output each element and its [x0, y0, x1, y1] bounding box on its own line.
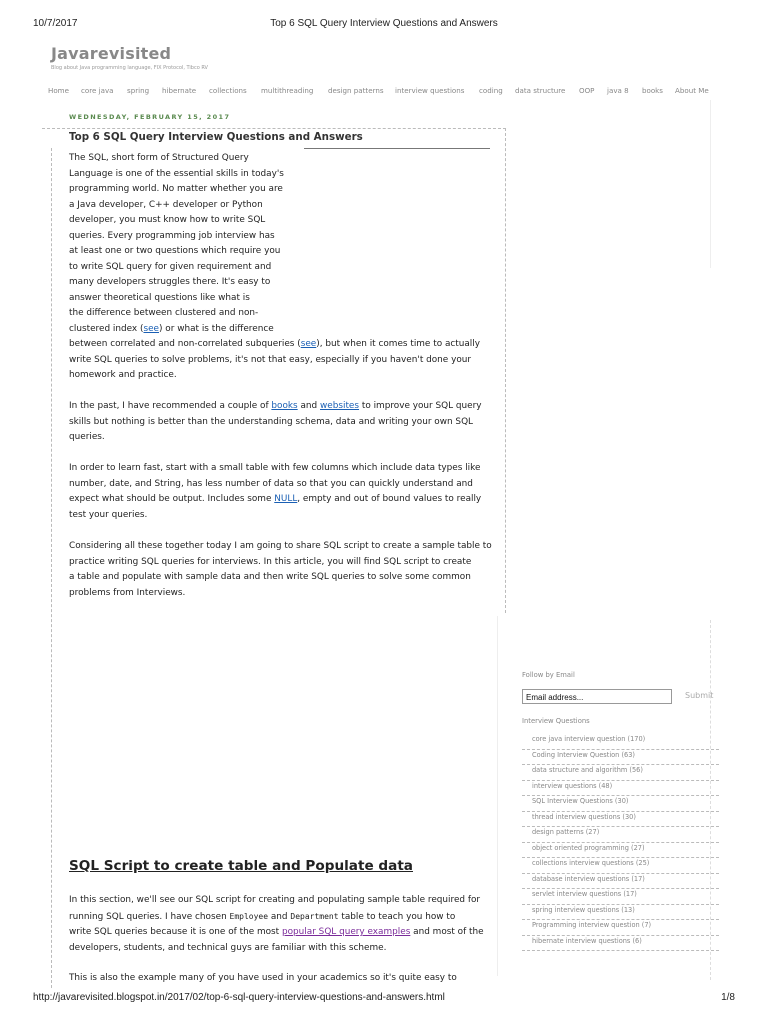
text-segment: table to teach you how to	[338, 911, 456, 922]
text-segment: ) or what is the difference	[159, 323, 274, 334]
text-line: queries.	[69, 432, 105, 442]
nav-item-books[interactable]: books	[642, 86, 663, 95]
interview-list-item[interactable]: interview questions (48)	[522, 781, 719, 797]
print-url: http://javarevisited.blogspot.in/2017/02/top-6-sql-query-interview-questions-and-answers.html	[33, 992, 445, 1003]
post-date: WEDNESDAY, FEBRUARY 15, 2017	[69, 113, 231, 121]
text-line	[69, 492, 481, 508]
nav-item-coding[interactable]: coding	[479, 86, 503, 95]
post-frame-right	[505, 128, 506, 613]
interview-list-item[interactable]: thread interview questions (30)	[522, 812, 719, 828]
text-line: at least one or two questions which require you	[69, 246, 281, 256]
see-link-clustered-index[interactable]: see	[143, 323, 160, 334]
text-line: problems from Interviews.	[69, 587, 186, 598]
text-segment: and most of the	[410, 927, 484, 937]
print-page-number: 1/8	[721, 992, 735, 1003]
text-line: This is also the example many of you have used in your academics so it's quite easy to	[69, 973, 457, 983]
nav-item-about-me[interactable]: About Me	[675, 86, 709, 95]
popular-sql-examples-link[interactable]: popular SQL query examples	[281, 927, 411, 937]
text-line: write SQL queries to solve problems, it's not that easy, especially if you haven't done your	[69, 354, 472, 365]
interview-list-item[interactable]: collections interview questions (25)	[522, 858, 719, 874]
see-link-subqueries[interactable]: see	[300, 339, 317, 349]
print-date: 10/7/2017	[33, 18, 78, 29]
text-line: to write SQL query for given requirement and	[69, 261, 272, 272]
nav-item-hibernate[interactable]: hibernate	[162, 86, 197, 95]
code-employee: Employee	[229, 911, 269, 921]
text-segment: clustered index (	[69, 323, 144, 334]
follow-by-email-label: Follow by Email	[522, 671, 575, 679]
text-line: The SQL, short form of Structured Query	[69, 153, 249, 163]
paragraph-academics	[69, 971, 457, 987]
print-footer	[0, 992, 768, 1006]
text-segment: to improve your SQL query	[359, 401, 482, 411]
websites-link[interactable]: websites	[320, 401, 360, 411]
text-line: Considering all these together today I am going to share SQL script to create a sample table to	[69, 541, 492, 551]
interview-list-item[interactable]: core java interview question (170)	[522, 734, 719, 750]
interview-questions-label: Interview Questions	[522, 717, 590, 725]
interview-list-item[interactable]: Programming interview question (7)	[522, 920, 719, 936]
interview-questions-list	[522, 734, 719, 951]
text-line	[69, 322, 480, 338]
paragraph-sql-script	[69, 893, 484, 956]
interview-list-item[interactable]: database interview questions (17)	[522, 874, 719, 890]
text-line: practice writing SQL queries for interviews. In this article, you will find SQL script to create	[69, 556, 472, 567]
submit-button[interactable]: Submit	[685, 691, 714, 700]
nav-item-data-structure[interactable]: data structure	[515, 86, 566, 95]
text-segment: , empty and out of bound values to really	[297, 494, 482, 504]
post-title[interactable]: Top 6 SQL Query Interview Questions and Answers	[69, 131, 363, 143]
text-line: In order to learn fast, start with a small table with few columns which include data types like	[69, 463, 481, 473]
nav-item-home[interactable]: Home	[48, 86, 69, 95]
blog-description: Blog about Java programming language, FIX Protocol, Tibco RV	[51, 65, 208, 71]
top-nav	[40, 86, 720, 100]
nav-item-java-8[interactable]: java 8	[607, 86, 629, 95]
interview-list-item[interactable]: Coding Interview Question (63)	[522, 750, 719, 766]
email-input[interactable]	[522, 689, 672, 704]
sidebar-divider	[497, 616, 498, 976]
text-segment: and	[268, 911, 291, 922]
interview-list-item[interactable]: SQL Interview Questions (30)	[522, 796, 719, 812]
interview-list-item[interactable]: design patterns (27)	[522, 827, 719, 843]
text-line: Language is one of the essential skills in today's	[69, 168, 284, 179]
post-frame-left	[51, 148, 52, 988]
text-line: developers, students, and technical guys are familiar with this scheme.	[69, 942, 387, 953]
text-segment: and	[297, 401, 321, 411]
text-line: test your queries.	[69, 509, 148, 520]
text-segment: expect what should be output. Includes some	[69, 494, 275, 504]
nav-item-design-patterns[interactable]: design patterns	[328, 86, 384, 95]
text-line: programming world. No matter whether you are	[69, 184, 283, 194]
text-line: In this section, we'll see our SQL script for creating and populating sample table required for	[69, 895, 481, 905]
text-segment: ), but when it comes time to actually	[316, 339, 480, 349]
text-segment: In the past, I have recommended a couple of	[69, 401, 272, 411]
paragraph-learn-fast	[69, 461, 481, 523]
books-link[interactable]: books	[271, 401, 298, 411]
title-rule	[304, 148, 490, 149]
print-title: Top 6 SQL Query Interview Questions and Answers	[270, 18, 498, 29]
interview-list-item[interactable]: servlet interview questions (17)	[522, 889, 719, 905]
text-line	[69, 337, 480, 353]
post-frame-top	[42, 128, 506, 129]
paragraph-considering	[69, 539, 492, 601]
nav-item-collections[interactable]: collections	[209, 86, 247, 95]
interview-list-item[interactable]: data structure and algorithm (56)	[522, 765, 719, 781]
text-line	[69, 909, 484, 926]
interview-list-item[interactable]: object oriented programming (27)	[522, 843, 719, 859]
nav-item-core-java[interactable]: core java	[81, 86, 114, 95]
sidebar-edge-top	[710, 100, 711, 268]
nav-item-interview-questions[interactable]: interview questions	[395, 86, 465, 95]
text-line: a Java developer, C++ developer or Python	[69, 199, 263, 210]
text-line: many developers struggles there. It's easy to	[69, 277, 271, 287]
text-line: a table and populate with sample data and then write SQL queries to solve some common	[69, 572, 471, 582]
nav-item-oop[interactable]: OOP	[579, 86, 595, 95]
section-heading: SQL Script to create table and Populate data	[69, 858, 413, 874]
code-department: Department	[290, 911, 339, 921]
text-line: skills but nothing is better than the understanding schema, data and writing your own SQL	[69, 416, 473, 427]
nav-item-multithreading[interactable]: multithreading	[261, 86, 314, 95]
paragraph-intro	[69, 151, 480, 384]
text-line: answer theoretical questions like what is	[69, 292, 250, 303]
interview-list-item[interactable]: spring interview questions (13)	[522, 905, 719, 921]
text-segment: write SQL queries because it is one of the most	[69, 927, 282, 937]
text-line	[69, 925, 484, 941]
paragraph-recommendations	[69, 399, 482, 446]
text-segment: running SQL queries. I have chosen	[69, 911, 230, 922]
nav-item-spring[interactable]: spring	[127, 86, 150, 95]
text-line: the difference between clustered and non-	[69, 308, 259, 318]
blog-title[interactable]: Javarevisited	[51, 44, 172, 63]
text-line: developer, you must know how to write SQL	[69, 215, 266, 225]
text-line	[69, 399, 482, 415]
text-segment: between correlated and non-correlated subqueries (	[69, 339, 301, 349]
text-line: number, date, and String, has less number of data so that you can quickly understand and	[69, 478, 473, 489]
text-line: queries. Every programming job interview has	[69, 230, 275, 241]
text-line: homework and practice.	[69, 370, 177, 380]
interview-list-item[interactable]: hibernate interview questions (6)	[522, 936, 719, 952]
print-header	[0, 18, 768, 32]
null-link[interactable]: NULL	[274, 494, 298, 504]
